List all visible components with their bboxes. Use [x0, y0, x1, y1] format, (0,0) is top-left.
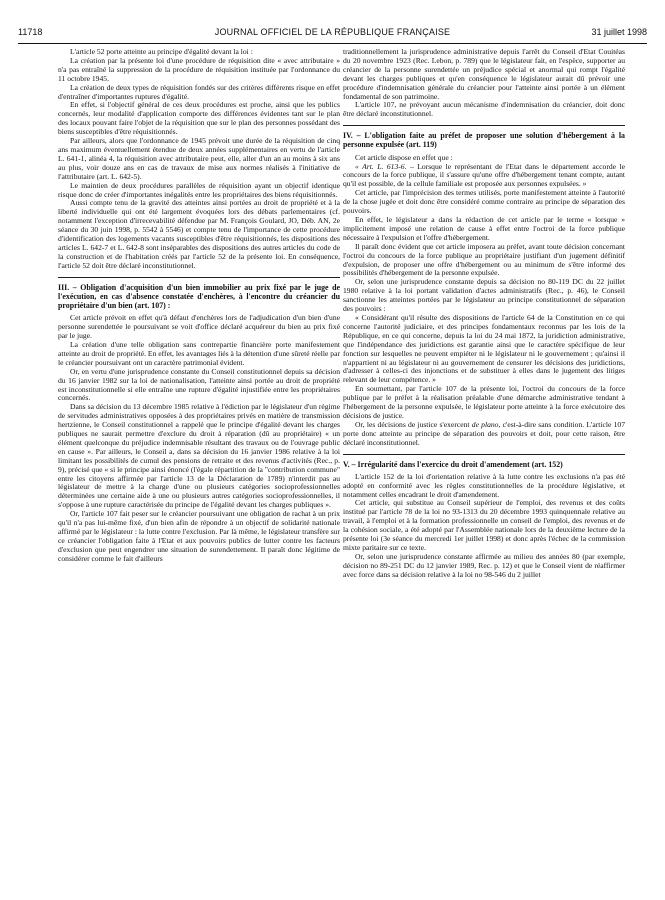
text-run: , c'est-à-dire sans condition. L'article 107 porte donc atteinte au principe de séparation des pouvoirs et doit, pour cette raison, être déclaré inconstitutionnel.: [343, 419, 625, 447]
paragraph: En effet, le législateur a dans la rédaction de cet article par le terme « lorsque » implicitement imposé une relation de cause à effet entre l'octroi de la force publique nécessaire à l'expulsion et l'offre d'hébergement.: [343, 215, 625, 242]
section-divider: [343, 454, 625, 455]
quoted-article: [343, 163, 625, 190]
paragraph: Or, l'article 107 fait peser sur le créancier poursuivant une obligation de rachat à un prix qu'il n'a pas lui-même fixé, d'un bien afin de répondre à un objectif de solidarité nationale affirmé par le législateur : la lutte contre l'exclusion. Par là même, le législateur transfère sur ce créancier l'obligation faite à l'Etat et aux pouvoirs publics de lutter contre les facteurs d'exclusion que peut engendrer une situation de surendettement. Il paraît donc légitime de considérer comme le fait d'ailleurs: [58, 509, 340, 563]
paragraph: Cet article prévoit en effet qu'à défaut d'enchères lors de l'adjudication d'un bien d'une personne surendettée le poursuivant se voit d'office déclaré acquéreur du bien au prix fixé par le juge.: [58, 313, 340, 341]
paragraph: « Considérant qu'il résulte des dispositions de l'article 64 de la Constitution en ce qui concerne l'autorité judiciaire, et des principes fondamentaux reconnus par les lois de la République, en ce qui concerne, depuis la loi du 24 mai 1872, la juridiction administrative, que l'indépendance des juridictions est garantie ainsi que le caractère spécifique de leur fonction sur lesquelles ne peuvent empiéter ni le législateur ni le gouvernement ; qu'ainsi il n'appartient ni au législateur ni au gouvernement de censurer les décisions des juridictions, d'adresser à celles-ci des injonctions et de substituer à elles dans le jugement des litiges relevant de leur compétence. »: [343, 312, 625, 385]
paragraph: Le maintien de deux procédures parallèles de réquisition ayant un objectif identique risque donc de créer d'importantes inégalités entre les propriétaires des biens réquisitionnés.: [58, 180, 340, 199]
page-header: [18, 27, 647, 41]
paragraph: Cet article dispose en effet que :: [355, 152, 453, 162]
paragraph: La création par la présente loi d'une procédure de réquisition dite « avec attributaire » n'a pas entraîné la suppression de la procédure de réquisition instituée par l'ordonnance du 11 octobre 1945.: [58, 55, 340, 83]
section-divider: [58, 277, 340, 278]
quote-text: – Lorsque le représentant de l'Etat dans le département accorde le concours de la force publique, il s'assure qu'une offre d'hébergement tenant compte, autant qu'il est possible, de la cellule familiale est proposée aux personnes expulsées. »: [343, 161, 625, 189]
section-heading-iv: IV. – L'obligation faite au préfet de proposer une solution d'hébergement à la personne expulsée (art. 119): [343, 131, 625, 150]
issue-date: 31 juillet 1998: [591, 27, 647, 37]
section-divider: [343, 125, 625, 126]
paragraph: En soumettant, par l'article 107 de la présente loi, l'octroi du concours de la force publique par le préfet à la réalisation préalable d'une démarche administrative tendant à l'hébergement de la personne expulsée, le législateur porte atteinte à la force exécutoire des décisions de justice.: [343, 384, 625, 420]
paragraph: L'article 152 de la loi d'orientation relative à la lutte contre les exclusions n'a pas été adopté en conformité avec les règles constitutionnelles de la procédure législative, et notamment celles encadrant le droit d'amendement.: [343, 471, 625, 499]
section-heading-v: V. – Irrégularité dans l'exercice du droit d'amendement (art. 152): [343, 459, 563, 469]
paragraph: En effet, si l'objectif général de ces deux procédures est proche, ainsi que les publics concernés, leur modalité d'application comporte des différences évidentes tant sur le plan des locaux pouvant faire l'objet de la réquisition que sur le plan des personnes possédant des biens susceptibles d'être réquisitionnés.: [58, 100, 340, 137]
paragraph: L'article 107, ne prévoyant aucun mécanisme d'indemnisation du créancier, doit donc être déclaré inconstitutionnel.: [343, 100, 625, 119]
paragraph: L'article 52 porte atteinte au principe d'égalité devant la loi :: [70, 48, 253, 56]
section-heading-iii: III. – Obligation d'acquisition d'un bien immobilier au prix fixé par le juge de l'exécution, en cas d'absence constatée d'enchères, à l'encontre du créancier du propriétaire d'un bien (art. 107) :: [58, 282, 340, 311]
journal-title: JOURNAL OFFICIEL DE LA RÉPUBLIQUE FRANÇAISE: [214, 27, 451, 37]
paragraph: Or, selon une jurisprudence constante affirmée au milieu des années 80 (par exemple, décision no 89-251 DC du 12 janvier 1989, Rec. p. 12) et que le Conseil vient de réaffirmer avec force dans sa décision relative à la loi no 98-546 du 2 juillet: [343, 551, 625, 579]
paragraph: Cet article, par l'imprécision des termes utilisés, porte manifestement atteinte à l'autorité de la chose jugée et doit donc être considéré comme contraire au principe de séparation des pouvoirs.: [343, 188, 625, 216]
paragraph: La création de deux types de réquisition fondés sur des critères différents risque en effet d'entraîner d'importantes ruptures d'égalité.: [58, 82, 340, 101]
paragraph: Or, en vertu d'une jurisprudence constante du Conseil constitutionnel depuis sa décision du 16 janvier 1982 sur la loi de nationalisation, l'atteinte ainsi portée au droit de propriété est inconstitutionnelle si elle entraîne une rupture d'égalité injustifiée entre les propriétaires concernés.: [58, 366, 340, 403]
header-rule: [18, 43, 647, 44]
page-number: 11718: [18, 27, 43, 37]
paragraph: Cet article, qui substitue au Conseil supérieur de l'emploi, des revenus et des coûts institué par l'article 78 de la loi no 93-1313 du 20 décembre 1993 quinquennale relative au travail, à l'emploi et à la formation professionnelle un conseil de l'emploi, des revenus et de la cohésion sociale, a été adopté par l'Assemblée nationale lors de la deuxième lecture de la présente loi (3e séance du mercredi 1er juillet 1998) et donc après l'échec de la commission mixte paritaire sur ce texte.: [343, 498, 625, 553]
paragraph: Aussi compte tenu de la gravité des atteintes ainsi portées au droit de propriété et à la liberté individuelle qui ont été largement évoquées lors des débats parlementaires (cf. notamment l'exception d'irrecevabilité défendue par M. François Goulard, JO, Déb. AN, 2e séance du 30 juin 1998, p. 5542 à 5546) et compte tenu de l'importance de cette procédure d'identification des logements vacants susceptibles d'être réquisitionnés, les dispositions des articles L. 642-7 et L. 642-8 sont inséparables des dispositions des autres articles du code de la construction et de l'habitation créés par l'article 52 de la présente loi. En conséquence, l'article 52 doit être déclaré inconstitutionnel.: [58, 198, 340, 270]
paragraph: Il paraît donc évident que cet article imposera au préfet, avant toute décision concernant l'octroi du concours de la force publique au propriétaire justifiant d'un jugement définitif d'expulsion, de proposer une offre d'hébergement ou au minimum de s'être informé des possibilités d'hébergement de la personne expulsée.: [343, 241, 625, 278]
paragraph: Par ailleurs, alors que l'ordonnance de 1945 prévoit une durée de la réquisition de cinq ans maximum éventuellement étendue de deux années supplémentaires en vertu de l'article L. 641-1, alinéa 4, la réquisition avec attributaire peut, elle, aller d'un an au moins à six ans au plus, voir douze ans en cas de travaux de mise aux normes réalisés à l'initiative de l'attributaire (art. L. 642-5).: [58, 136, 340, 181]
paragraph: La création d'une telle obligation sans contrepartie financière porte manifestement atteinte au droit de propriété. En effet, les avantages liés à la détention d'une sûreté réelle par le créancier poursuivant ont un caractère patrimonial évident.: [58, 339, 340, 367]
left-column: [58, 48, 340, 896]
text-run: Or, les décisions de justice s'exercent: [355, 419, 472, 429]
paragraph: Or, selon une jurisprudence constante depuis sa décision no 80-119 DC du 22 juillet 1980 relative à la loi portant validation d'actes administratifs (Rec., p. 46), le Conseil sanctionne les atteintes portées par le législateur au principe constitutionnel de séparation des pouvoirs :: [343, 277, 625, 314]
article-reference: « Art. L. 613-6.: [355, 161, 407, 171]
right-column: [343, 48, 625, 896]
latin-term: de plano: [471, 419, 499, 429]
paragraph: Dans sa décision du 13 décembre 1985 relative à l'édiction par le législateur d'un régime de servitudes administratives opposées à des propriétaires privés en matière de transmission hertzienne, le Conseil constitutionnel a rappelé que le principe d'égalité devant les charges publiques ne saurait permettre d'exclure du droit à réparation (dû au propriétaire) « un élément quelconque du préjudice indemnisable résultant des travaux ou de l'ouvrage public en cause ». Par ailleurs, le Conseil a, dans sa décision du 16 janvier 1986 relative à la loi limitant les possibilités de cumul des pensions de retraite et des revenus d'activités (Rec., p. 9), précisé que « si le principe ainsi énoncé (l'égale répartition de la "contribution commune" entre les citoyens affirmée par l'article 13 de la Déclaration de 1789) n'interdit pas au législateur de mettre à la charge d'une ou plusieurs catégories socioprofessionnelles déterminées une certaine aide à une ou plusieurs autres catégories socioprofessionnelles, il s'oppose à une rupture caractérisée du principe de l'égalité devant les charges publiques ».: [58, 402, 340, 510]
paragraph: traditionnellement la jurisprudence administrative depuis l'arrêt du Conseil d'Etat Couitéas du 20 novembre 1923 (Rec. Lebon, p. 789) que le législateur fait, en l'espèce, supporter au créancier de la personne surendettée un préjudice spécial et anormal qui rompt l'égalité devant les charges publiques et qu'en conséquence le législateur aurait dû prévoir une procédure d'indemnisation générale du créancier pour l'atteinte ainsi portée à un élément fondamental de son patrimoine.: [343, 48, 625, 101]
paragraph: [343, 421, 625, 448]
